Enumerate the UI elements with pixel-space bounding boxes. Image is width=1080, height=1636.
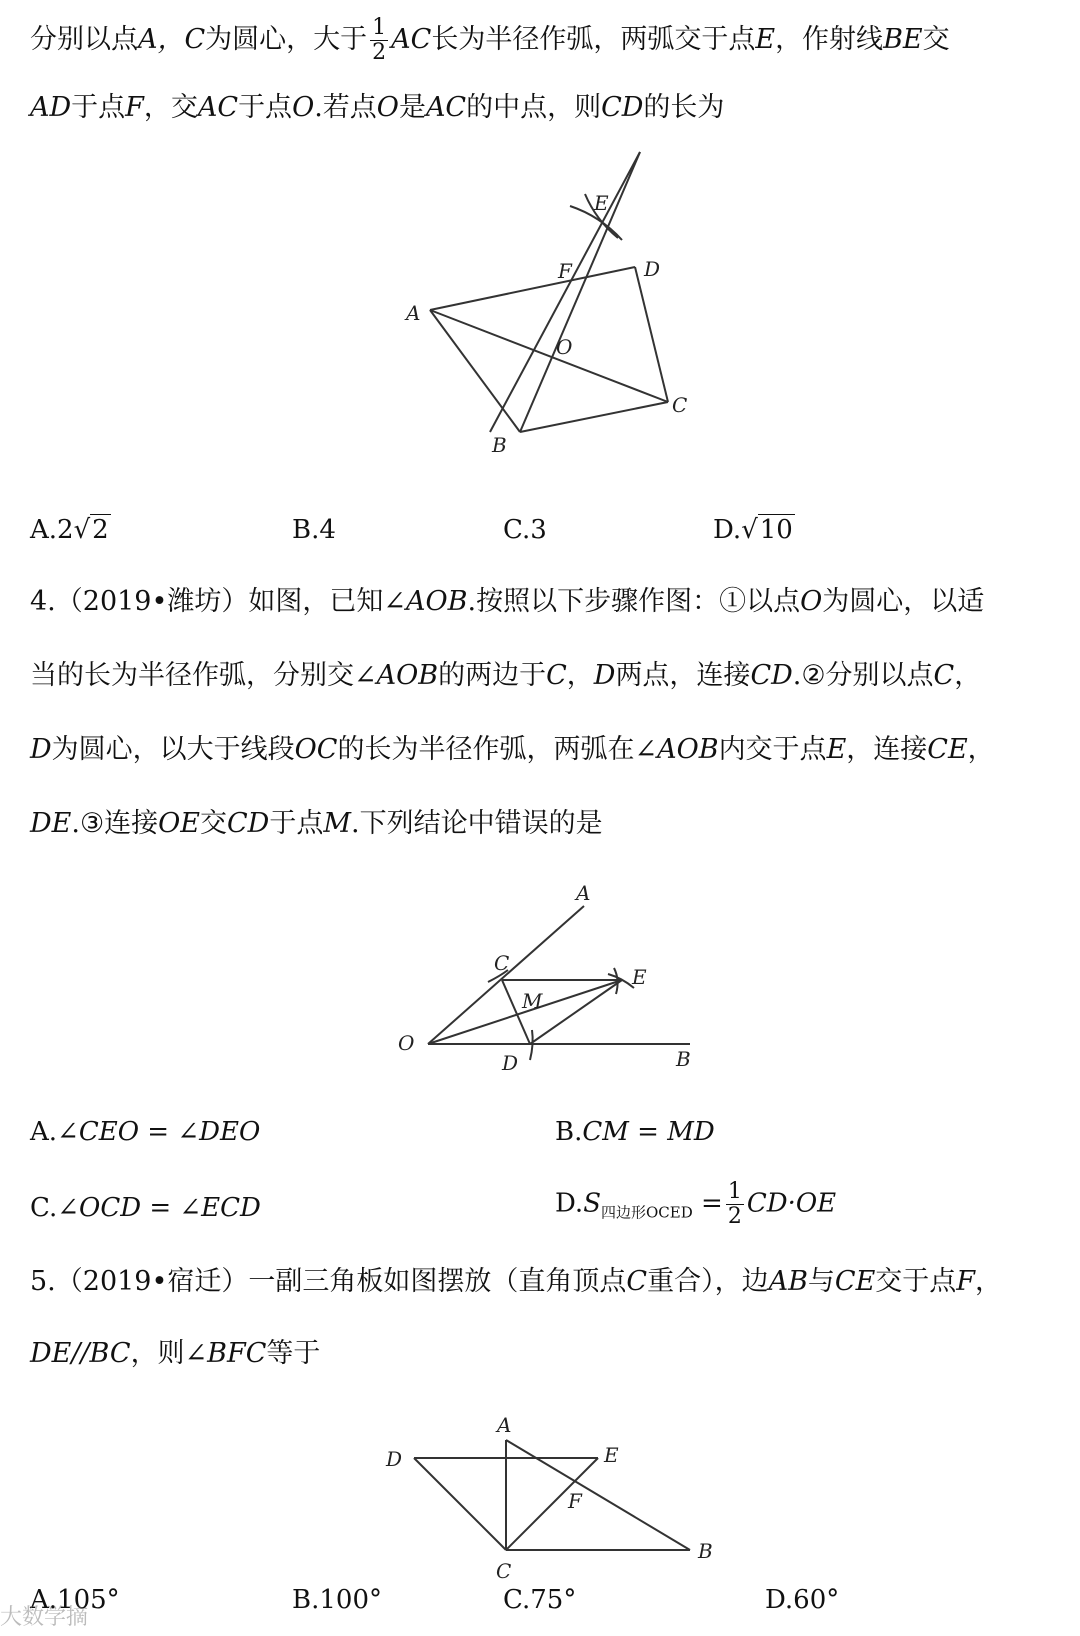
- fraction-half: $\frac{1}{2}$: [727, 1179, 742, 1229]
- q4-option-c[interactable]: C.∠OCD = ∠ECD: [30, 1193, 261, 1223]
- label-b: B: [676, 1047, 691, 1071]
- q5-option-d[interactable]: D.60°: [765, 1585, 840, 1615]
- q5-text-line-2: DE//BC，则∠BFC等于: [30, 1338, 321, 1369]
- segment-de: [530, 980, 622, 1044]
- q3-text-line-2: AD于点F，交AC于点O.若点O是AC的中点，则CD的长为: [30, 92, 725, 123]
- label-d: D: [644, 257, 661, 281]
- label-f: F: [568, 1489, 582, 1513]
- q5-option-b[interactable]: B.100°: [292, 1585, 382, 1615]
- segment-bd-ray: [520, 152, 640, 432]
- label-b: B: [698, 1539, 713, 1563]
- q4-option-a[interactable]: A.∠CEO = ∠DEO: [30, 1117, 261, 1147]
- label-a: A: [576, 881, 591, 905]
- q4-text-line-2: 当的长为半径作弧，分别交∠AOB的两边于C，D两点，连接CD.②分别以点C，: [30, 660, 982, 691]
- label-o: O: [556, 335, 573, 359]
- segment-dc: [414, 1458, 506, 1550]
- q4-text-line-4: DE.③连接OE交CD于点M.下列结论中错误的是: [30, 808, 603, 839]
- label-d: D: [386, 1447, 403, 1471]
- label-a: A: [406, 301, 421, 325]
- q3-option-c[interactable]: C.3: [503, 515, 547, 545]
- q5-text-line-1: 5.（2019•宿迁）一副三角板如图摆放（直角顶点C重合），边AB与CE交于点F，: [30, 1266, 1003, 1297]
- fraction-half: $\frac{1}{2}$: [372, 15, 387, 65]
- q4-figure: [0, 870, 1080, 1090]
- label-c: C: [494, 951, 510, 975]
- q4-text-line-1: 4.（2019•潍坊）如图，已知∠AOB.按照以下步骤作图：①以点O为圆心，以适: [30, 586, 985, 617]
- label-c: C: [496, 1559, 512, 1583]
- q3-option-a[interactable]: A.2√2: [30, 515, 109, 545]
- q3-text-line-1: 分别以点A，C为圆心，大于 $\frac{1}{2}$ AC长为半径作弧，两弧交于点E，作射线BE交: [30, 15, 950, 65]
- segment-ad: [430, 267, 635, 310]
- q5-option-c[interactable]: C.75°: [503, 1585, 577, 1615]
- segment-dc: [635, 267, 668, 402]
- label-o: O: [398, 1031, 415, 1055]
- sqrt-symbol: √: [741, 515, 758, 545]
- label-c: C: [672, 393, 688, 417]
- watermark: 大数学摘: [0, 1605, 89, 1630]
- label-d: D: [502, 1051, 519, 1075]
- q3-figure: [0, 148, 1080, 478]
- label-e: E: [632, 965, 647, 989]
- q4-option-b[interactable]: B.CM = MD: [555, 1117, 715, 1147]
- sqrt-symbol: √: [73, 515, 91, 545]
- segment-ce: [506, 1458, 598, 1550]
- segment-ab: [506, 1440, 690, 1550]
- label-e: E: [604, 1443, 619, 1467]
- q4-text-line-3: D为圆心，以大于线段OC的长为半径作弧，两弧在∠AOB内交于点E，连接CE，: [30, 734, 995, 765]
- q5-option-a[interactable]: A.105°: [30, 1585, 120, 1615]
- segment-cb: [520, 402, 668, 432]
- label-f: F: [558, 259, 572, 283]
- q5-figure: [0, 1410, 1080, 1590]
- q4-option-d[interactable]: $D.S_{四边形OCED}$ = $\frac{1}{2}$ CD·OE: [555, 1179, 837, 1229]
- label-e: E: [594, 191, 609, 215]
- label-m: M: [522, 989, 543, 1013]
- q3-option-d[interactable]: D.√10: [713, 515, 793, 545]
- label-b: B: [492, 433, 507, 457]
- label-a: A: [497, 1413, 512, 1437]
- q3-option-b[interactable]: B.4: [292, 515, 336, 545]
